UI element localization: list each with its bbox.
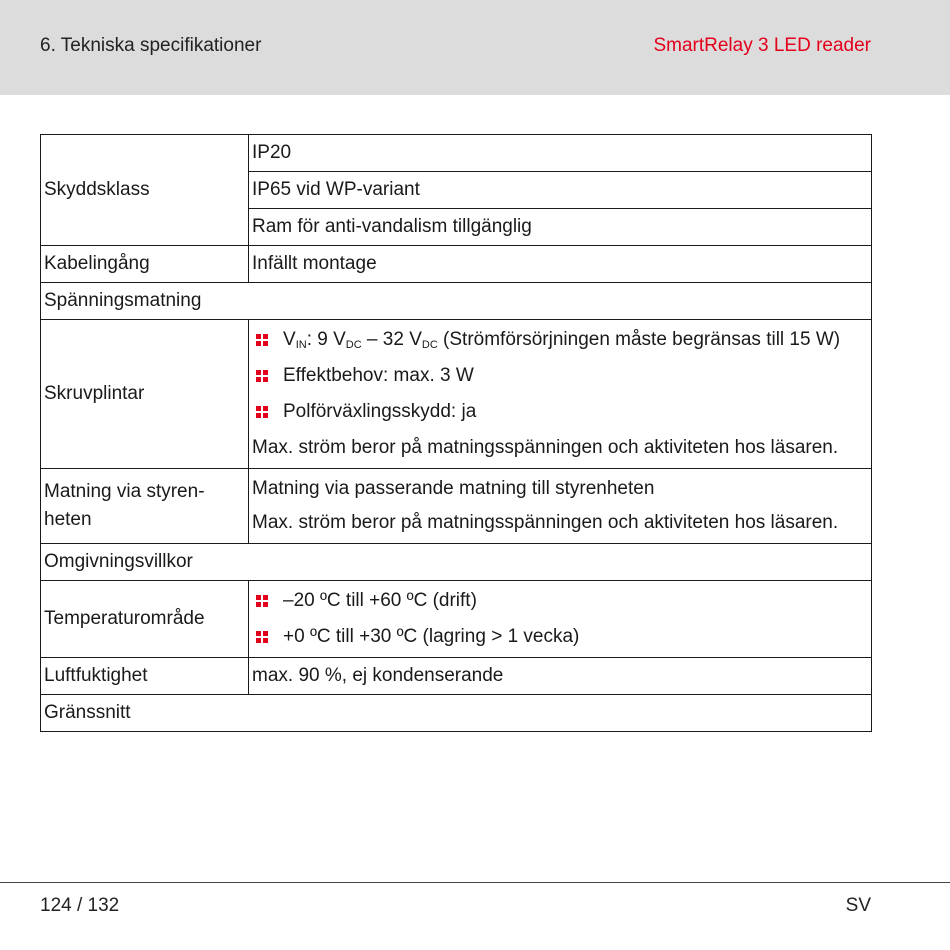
value-ip65: IP65 vid WP-variant [249, 172, 872, 209]
value-skruvplintar [249, 320, 872, 469]
table-row [41, 544, 872, 581]
label-kabelingang: Kabelingång [41, 246, 249, 283]
polarity-protection: Polförväxlingsskydd: ja [283, 401, 477, 422]
section-title: 6. Tekniska specifikationer [40, 35, 262, 56]
label-matning-via: Matning via styrenheten [41, 469, 249, 544]
table-row [41, 283, 872, 320]
red-square-bullet-icon [256, 631, 268, 643]
list-item [252, 326, 868, 354]
power-requirement: Effektbehov: max. 3 W [283, 365, 474, 386]
label-skruvplintar: Skruvplintar [41, 320, 249, 469]
red-square-bullet-icon [256, 370, 268, 382]
operating-temperature: –20 ºC till +60 ºC (drift) [283, 590, 477, 611]
label-luftfuktighet: Luftfuktighet [41, 658, 249, 695]
storage-temperature: +0 ºC till +30 ºC (lagring > 1 vecka) [283, 626, 580, 647]
table-row [41, 135, 872, 172]
red-square-bullet-icon [256, 406, 268, 418]
red-square-bullet-icon [256, 334, 268, 346]
vin-dash: – 32 V [361, 329, 422, 350]
page-header [0, 0, 950, 95]
label-skyddsklass: Skyddsklass [41, 135, 249, 246]
specifications-table [40, 134, 872, 732]
vin-sub: IN [295, 339, 307, 351]
language-code: SV [845, 895, 871, 916]
value-ip20: IP20 [249, 135, 872, 172]
page-number: 124 / 132 [40, 895, 120, 916]
value-vandal-frame: Ram för anti-vandalism tillgänglig [249, 209, 872, 246]
table-row [41, 469, 872, 544]
footer-divider [0, 882, 950, 883]
table-row [41, 658, 872, 695]
list-item [252, 623, 868, 651]
table-row [41, 320, 872, 469]
section-omgivningsvillkor: Omgivningsvillkor [41, 544, 872, 581]
product-name: SmartRelay 3 LED reader [653, 35, 871, 56]
max-current-note: Max. ström beror på matningsspänningen och aktiviteten hos läsaren. [252, 512, 839, 533]
vin-rest: (Strömförsörjningen måste begränsas till 15 W) [437, 329, 841, 350]
vin-value-a: : 9 V [306, 329, 346, 350]
passthrough-supply: Matning via passerande matning till styrenheten [252, 478, 655, 499]
list-item [252, 398, 868, 426]
table-row [41, 246, 872, 283]
list-item [252, 587, 868, 615]
section-granssnitt: Gränssnitt [41, 695, 872, 732]
value-luftfuktighet: max. 90 %, ej kondenserande [249, 658, 872, 695]
max-current-note: Max. ström beror på matningsspänningen och aktiviteten hos läsaren. [252, 437, 839, 458]
value-matning-via [249, 469, 872, 544]
value-kabelingang: Infällt montage [249, 246, 872, 283]
list-item [252, 362, 868, 390]
red-square-bullet-icon [256, 595, 268, 607]
vin-letter: V [283, 329, 296, 350]
table-row [41, 695, 872, 732]
table-row [41, 581, 872, 658]
label-temperatur: Temperaturområde [41, 581, 249, 658]
vin-sub-dc-b: DC [421, 339, 438, 351]
section-spanningsmatning: Spänningsmatning [41, 283, 872, 320]
vin-sub-dc-a: DC [345, 339, 362, 351]
value-temperatur [249, 581, 872, 658]
